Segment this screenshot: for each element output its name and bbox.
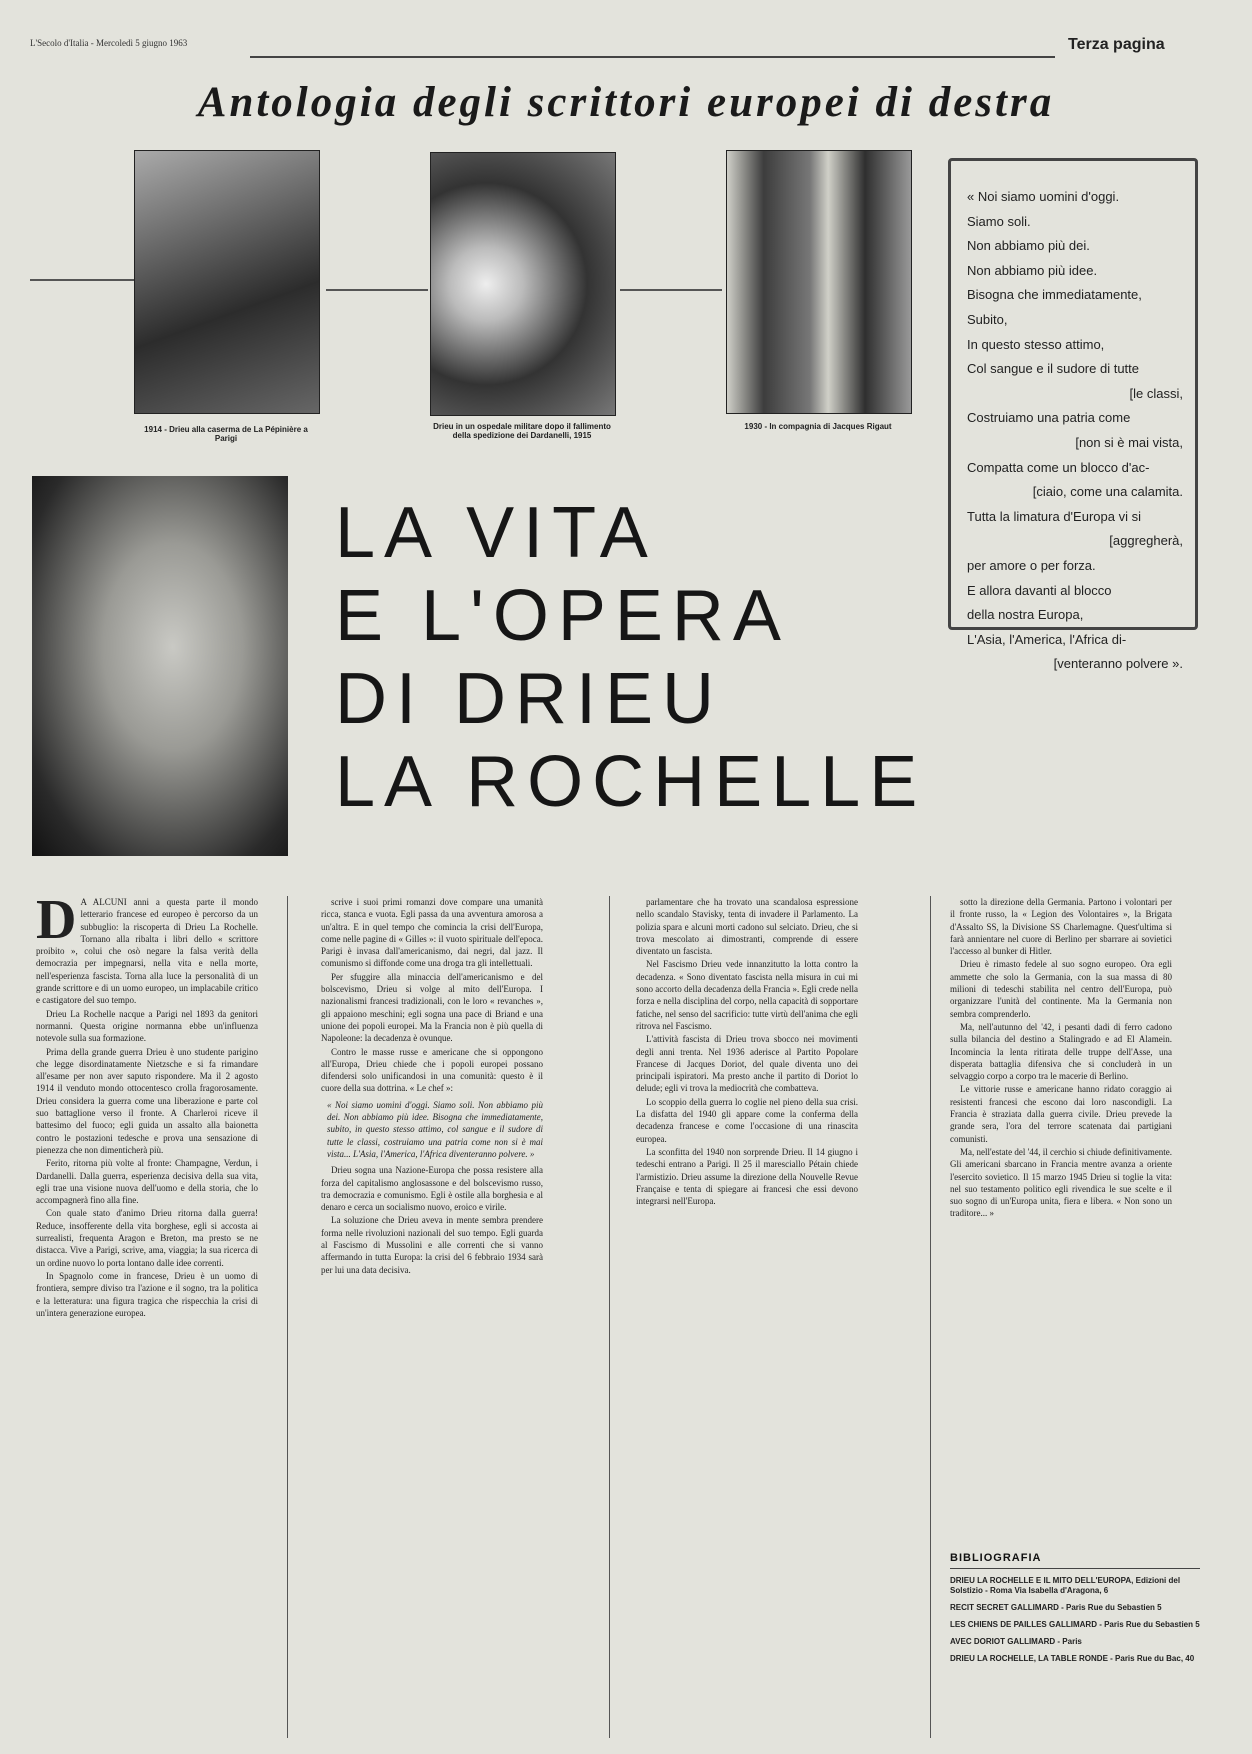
poem-line: [non si è mai vista,: [1075, 434, 1183, 450]
poem-line: [aggregherà,: [1109, 533, 1183, 549]
column-rule: [930, 896, 931, 1738]
poem-line: E allora davanti al blocco: [967, 582, 1112, 598]
photo-caption: Drieu in un ospedale militare dopo il fallimento della spedizione dei Dardanelli, 1915: [433, 422, 611, 440]
photo-caption: 1914 - Drieu alla caserma de La Pépinière a Parigi: [144, 425, 308, 443]
poem-line: [venteranno polvere ».: [1053, 656, 1183, 672]
poem-line: Costruiamo una patria come: [967, 410, 1131, 426]
article-paragraph: Contro le masse russe e americane che si oppongono all'Europa, Drieu chiede che i popoli europei possano difendersi solo unificandosi in una comunità: questo è il cuore della sua dottrina. « Le chef »:: [321, 1046, 543, 1094]
article-title: [335, 492, 926, 824]
article-paragraph: L'attività fascista di Drieu trova sbocco nei movimenti degli anni trenta. Nel 1936 aderisce al Partito Popolare Francese di Jacques Doriot, del quale diventa uno dei principali ispiratori. Ma presto anche il partito di Doriot lo delude; egli vi trova la mediocrità che combatteva.: [636, 1034, 858, 1094]
column-rule: [287, 896, 288, 1738]
drop-cap: D: [36, 896, 77, 951]
poem-line: Non abbiamo più dei.: [967, 238, 1090, 254]
article-paragraph: Drieu La Rochelle nacque a Parigi nel 1893 da genitori normanni. Questa origine normanna ebbe un'influenza notevole sulla sua formazione.: [36, 1008, 258, 1044]
article-paragraph: Drieu sogna una Nazione-Europa che possa resistere alla forza del capitalismo anglosassone e del bolscevismo russo, tra democrazia e comunismo. Egli è ostile alla borghesia e al denaro e cerca un socialismo nuovo, eroico e virile.: [321, 1165, 543, 1213]
header-rule: [250, 56, 1055, 58]
article-paragraph: Ma, nell'autunno del '42, i pesanti dadi di ferro cadono sulla bilancia del destino a Stalingrado e ad El Alamein. Incomincia la lenta ritirata delle truppe dell'Asse, una disperata battaglia difensiva che si concluderà in un selvaggio corpo a corpo tra le macerie di Berlino.: [950, 1021, 1172, 1082]
article-column-1: [36, 896, 258, 1738]
portrait-drieu: [32, 476, 288, 856]
article-column-3: [636, 896, 858, 1738]
poem-line: Col sangue e il sudore di tutte: [967, 361, 1139, 377]
title-line: LA ROCHELLE: [335, 742, 927, 822]
poem-line: Non abbiamo più idee.: [967, 262, 1098, 278]
article-paragraph: Per sfuggire alla minaccia dell'americanismo e del bolscevismo, Drieu si volge al mito dell'Europa. I nazionalismi francesi tradizionali, con le loro « revanches », gli appaiono meschini; egli sogna una pace di Briand e una unione dei popoli europei. Ma la Francia non è più quella di Napoleone: la decadenza è ovunque.: [321, 971, 543, 1044]
photo-rule: [620, 289, 722, 291]
article-paragraph: sotto la direzione della Germania. Partono i volontari per il fronte russo, la « Legion des Volontaires », la Brigata d'Assalto SS, la Divisione SS Charlemagne. Quest'ultima si farà annientare nel cuore di Berlino per sbarrare ai sovietici l'accesso al bunker di Hitler.: [950, 897, 1172, 957]
article-paragraph: Drieu è rimasto fedele al suo sogno europeo. Ora egli ammette che solo la Germania, con la sua massa di 80 milioni di tedeschi stabilita nel centro dell'Europa, può organizzare l'unità del continente. Ma la Germania non sembra comprenderlo.: [950, 959, 1172, 1019]
article-paragraph: scrive i suoi primi romanzi dove compare una umanità ricca, stanca e vuota. Egli passa da una avventura amorosa a un'altra. E in quel tempo che comincia la crisi dell'Europa, come nelle pagine di « Gilles »: il vuoto spirituale dell'epoca. Parigi è invasa dall'americanismo, dai negri, dal jazz. Il comunismo si diffonde come una droga tra gli intellettuali.: [321, 897, 543, 969]
column-rule: [609, 896, 610, 1738]
bibliography-title: BIBLIOGRAFIA: [950, 1552, 1042, 1564]
poem-line: Siamo soli.: [967, 213, 1031, 229]
poem-line: [ciaio, come una calamita.: [1032, 484, 1183, 500]
bibliography-item: DRIEU LA ROCHELLE E IL MITO DELL'EUROPA, Edizioni del Solstizio - Roma Via Isabella d'Aragona, 6: [950, 1576, 1181, 1595]
article-paragraph: Lo scoppio della guerra lo coglie nel pieno della sua crisi. La disfatta del 1940 gli appare come la conferma della decadenza francese e come l'occasione di una rinascita europea.: [636, 1096, 858, 1144]
article-paragraph: Prima della grande guerra Drieu è uno studente parigino che legge disordinatamente Nietzsche e si fa rimandare all'esame per non aver saputo rispondere. Ma il 2 agosto 1914 il venduto mondo ottocentesco crolla fragorosamente. Drieu considera la guerra come una liberazione e parte col suo battaglione verso il fronte. A Charleroi riceve il battesimo del fuoco; egli guida un assalto alla baionetta contro le postazioni tedesche e prova una sensazione di pienezza che non dimenticherà più.: [36, 1046, 258, 1155]
bibliography-item: DRIEU LA ROCHELLE, LA TABLE RONDE - Paris Rue du Bac, 40: [950, 1654, 1195, 1663]
article-paragraph: Le vittorie russe e americane hanno ridato coraggio ai resistenti francesi che escono dai loro nascondigli. La Francia è straziata dalla guerra civile. Drieu prevede la grande sera, l'ora del terrore scatenata dai partigiani comunisti.: [950, 1084, 1172, 1144]
article-paragraph: Ma, nell'estate del '44, il cerchio si chiude definitivamente. Gli americani sbarcano in Francia mentre avanza a oriente l'esercito sovietico. Il 15 marzo 1945 Drieu si toglie la vita: nel suo testamento politico egli rivendica le sue scelte e il suo sogno di un'Europa unita, fiera e libera. « Non sono un traditore... »: [950, 1146, 1172, 1219]
poem-line: In questo stesso attimo,: [967, 336, 1105, 352]
article-column-4: [950, 896, 1172, 1536]
lead-paragraph: [36, 896, 258, 1007]
bibliography-rule: [950, 1568, 1200, 1569]
article-paragraph: Ferito, ritorna più volte al fronte: Champagne, Verdun, i Dardanelli. Dalla guerra, esperienza decisiva della sua vita, egli trae una visione nuova dell'uomo e della storia, che lo accompagnerà fino alla fine.: [36, 1158, 258, 1206]
quoted-verse: « Noi siamo uomini d'oggi. Siamo soli. Non abbiamo più dei. Non abbiamo più idee. Bisogna che immediatamente, subito, in questo stesso attimo, col sangue e il sudore di tutte le classi, costruiamo una patria come non si è mai vista... L'Asia, l'America, l'Africa diventeranno polvere. »: [327, 1099, 543, 1159]
title-line: LA VITA: [335, 493, 657, 573]
article-column-2: [321, 896, 543, 1738]
poem-box: [948, 158, 1198, 672]
lead-text: A ALCUNI anni a questa parte il mondo letterario francese ed europeo è percorso da un subbuglio: la riscoperta di Drieu La Rochelle. Tornano alla ribalta i libri dello « scrittore proibito », colui che osò negare la falsa verità della democrazia per impegnarsi, nella vita e nella morte, nell'esperienza fascista. Torna alla luce la personalità di un grande scrittore e di un uomo europeo, un implacabile critico e castigatore del suo tempo.: [36, 897, 258, 1006]
poem-line: Tutta la limatura d'Europa vi si: [967, 508, 1141, 524]
poem-line: Subito,: [967, 311, 1008, 327]
bibliography-item: RECIT SECRET GALLIMARD - Paris Rue du Sebastien 5: [950, 1603, 1162, 1612]
bibliography-list: [950, 1576, 1200, 1671]
bibliography-item: AVEC DORIOT GALLIMARD - Paris: [950, 1637, 1082, 1646]
poem-line: Bisogna che immediatamente,: [967, 287, 1142, 303]
bibliography-item: LES CHIENS DE PAILLES GALLIMARD - Paris Rue du Sebastien 5: [950, 1620, 1200, 1629]
poem-line: Compatta come un blocco d'ac-: [967, 459, 1150, 475]
poem-lines: [967, 185, 1183, 677]
title-line: E L'OPERA: [335, 576, 790, 656]
photo-drieu-rigaut: [726, 150, 912, 414]
article-paragraph: parlamentare che ha trovato una scandalosa espressione nello scandalo Stavisky, tenta di invadere il Parlamento. La polizia spara e alcuni morti cadono sul selciato. Drieu, che si trova mescolato ai dimostranti, comprende di essere diventato un fascista.: [636, 897, 858, 957]
photo-caption: 1930 - In compagnia di Jacques Rigaut: [744, 422, 892, 431]
poem-line: L'Asia, l'America, l'Africa di-: [967, 631, 1127, 647]
poem-line: « Noi siamo uomini d'oggi.: [967, 189, 1120, 204]
running-head: L'Secolo d'Italia - Mercoledì 5 giugno 1963: [30, 38, 188, 48]
headline: Antologia degli scrittori europei di destra: [197, 79, 1055, 126]
article-paragraph: La sconfitta del 1940 non sorprende Drieu. Il 14 giugno i tedeschi entrano a Parigi. Il 25 il maresciallo Pétain chiede l'armistizio. Drieu assume la direzione della Nouvelle Revue Française e tenta di spiegare ai francesi che essi devono integrarsi nell'Europa.: [636, 1146, 858, 1207]
photo-rule: [326, 289, 428, 291]
poem-line: [le classi,: [1129, 385, 1183, 401]
article-paragraph: Nel Fascismo Drieu vede innanzitutto la lotta contro la decadenza. « Sono diventato fascista nella misura in cui mi sono accorto della decadenza della Francia ». Egli crede nella forza e nella disciplina del corpo, nella capacità di sopportare fatiche, nel senso del sacrificio: tutte virtù dell'anima che egli ritrova nel Fascismo.: [636, 959, 858, 1031]
article-paragraph: La soluzione che Drieu aveva in mente sembra prendere forma nelle rivoluzioni nazionali del suo tempo. Egli guarda al Fascismo di Mussolini e alle correnti che si vanno affermando in tutta Europa: la crisi del 6 febbraio 1934 sarà per lui una data decisiva.: [321, 1215, 543, 1275]
title-line: DI DRIEU: [335, 659, 724, 739]
photo-drieu-hospital: [430, 152, 616, 416]
poem-line: per amore o per forza.: [967, 557, 1096, 573]
section-label: Terza pagina: [1068, 36, 1165, 53]
article-paragraph: In Spagnolo come in francese, Drieu è un uomo di frontiera, sempre diviso tra l'azione e il sogno, tra la politica e la letteratura: una figura tragica che rispecchia la crisi di un'intera generazione europea.: [36, 1270, 258, 1318]
article-paragraph: Con quale stato d'animo Drieu ritorna dalla guerra! Reduce, insofferente della vita borghese, egli si accosta ai surrealisti, frequenta Aragon e Breton, ma presto se ne distacca. Vive a Parigi, scrive, ama, viaggia; la sua ricerca di un ordine nuovo lo porta lontano dalle idee correnti.: [36, 1208, 258, 1268]
photo-drieu-1914: [134, 150, 320, 414]
poem-line: della nostra Europa,: [967, 607, 1084, 623]
photo-rule: [30, 279, 134, 281]
